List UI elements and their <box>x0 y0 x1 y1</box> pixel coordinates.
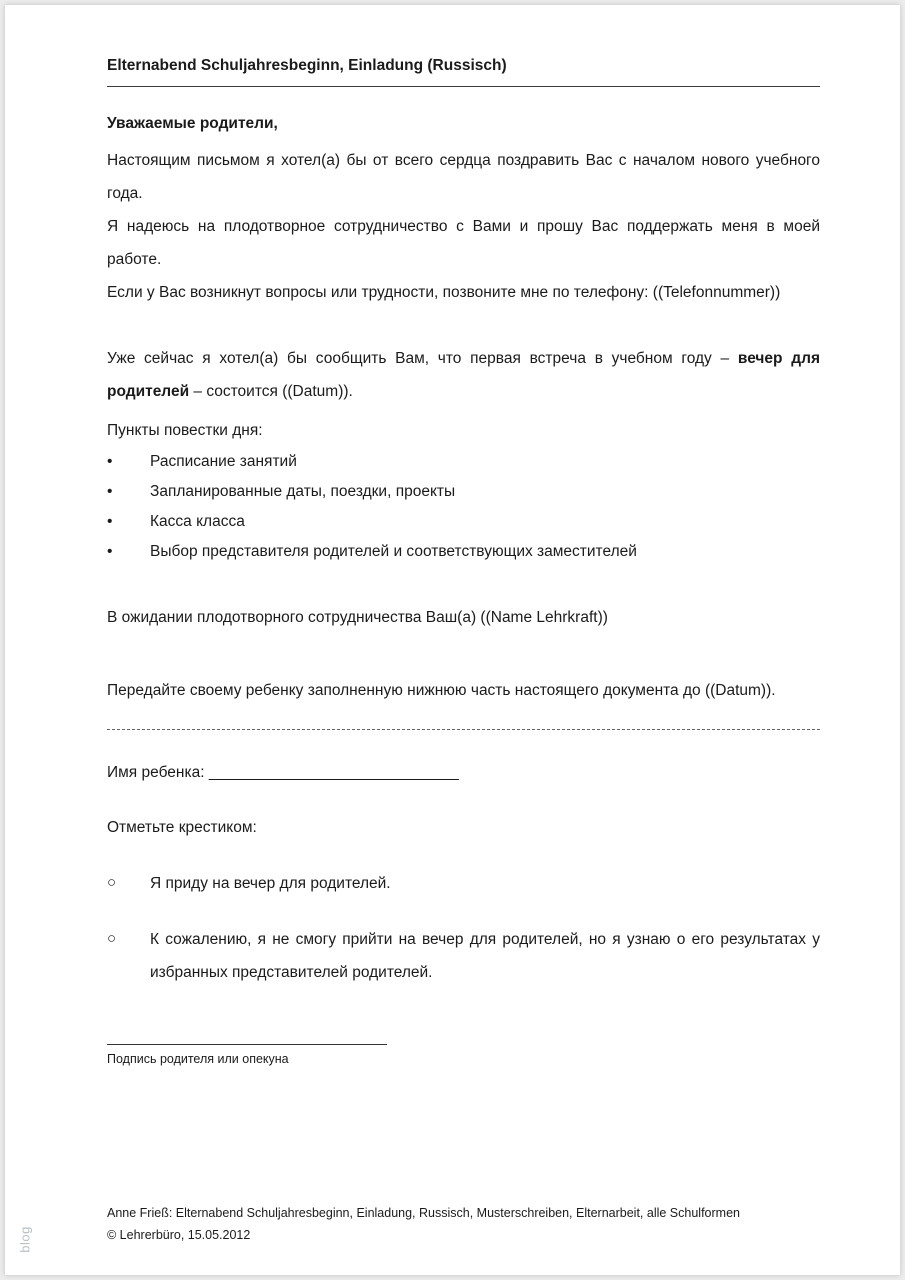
salutation: Уважаемые родители, <box>107 114 278 132</box>
paragraph-greeting: Настоящим письмом я хотел(а) бы от всего сердца поздравить Вас с началом нового учебного года. <box>107 151 820 202</box>
child-name-label: Имя ребенка: <box>107 763 205 781</box>
paragraph-cooperation: Я надеюсь на плодотворное сотрудничество с Вами и прошу Вас поддержать меня в моей работе. <box>107 217 820 268</box>
footer-source-line: Anne Frieß: Elternabend Schuljahresbeginn, Einladung, Russisch, Musterschreiben, Elternarbeit, alle Schulformen <box>107 1206 740 1221</box>
reply-option-decline <box>107 923 820 989</box>
circle-checkbox-icon: ○ <box>107 929 117 947</box>
bullet-icon: • <box>107 452 113 470</box>
meeting-text-bold: вечер для родителей <box>107 349 820 400</box>
agenda-item-label: Касса класса <box>150 513 245 531</box>
signature-block <box>107 1031 820 1069</box>
meeting-text-post: – состоится ((Datum)). <box>189 382 353 400</box>
agenda-item-label: Запланированные даты, поездки, проекты <box>150 482 456 500</box>
signature-caption: Подпись родителя или опекуна <box>107 1051 289 1066</box>
cut-separator-line <box>107 729 820 730</box>
bullet-icon: • <box>107 513 113 531</box>
agenda-item-label: Расписание занятий <box>150 452 297 470</box>
list-item <box>107 507 820 537</box>
child-name-blank-line: _____________________________ <box>208 763 459 781</box>
bullet-icon: • <box>107 543 113 561</box>
child-name-row <box>107 756 820 789</box>
list-item <box>107 477 820 507</box>
paragraph-meeting-date <box>107 342 820 408</box>
document-page <box>5 5 900 1275</box>
closing-line: В ожидании плодотворного сотрудничества Ваш(а) ((Name Lehrkraft)) <box>107 608 608 626</box>
bullet-icon: • <box>107 482 113 500</box>
agenda-item-label: Выбор представителя родителей и соответствующих заместителей <box>150 543 637 561</box>
reply-option-label: К сожалению, я не смогу прийти на вечер для родителей, но я узнаю о его результатах у избранных представителей родителей. <box>150 930 820 981</box>
agenda-label: Пункты повестки дня: <box>107 421 263 439</box>
footer-copyright-line: © Lehrerbüro, 15.05.2012 <box>107 1228 251 1243</box>
document-title: Elternabend Schuljahresbeginn, Einladung (Russisch) <box>107 55 820 87</box>
list-item <box>107 537 820 567</box>
mark-instruction: Отметьте крестиком: <box>107 818 257 836</box>
return-instruction: Передайте своему ребенку заполненную нижнюю часть настоящего документа до ((Datum)). <box>107 681 776 699</box>
list-item <box>107 447 820 477</box>
reply-option-label: Я приду на вечер для родителей. <box>150 874 391 892</box>
paragraph-phone: Если у Вас возникнут вопросы или трудности, позвоните мне по телефону: ((Telefonnummer)) <box>107 283 781 301</box>
reply-option-attend <box>107 867 820 900</box>
circle-checkbox-icon: ○ <box>107 873 117 891</box>
meeting-text-pre: Уже сейчас я хотел(а) бы сообщить Вам, что первая встреча в учебном году – <box>107 349 738 367</box>
watermark-text: blog <box>17 1226 33 1253</box>
document-footer <box>107 1203 820 1247</box>
signature-blank-line <box>107 1031 387 1045</box>
